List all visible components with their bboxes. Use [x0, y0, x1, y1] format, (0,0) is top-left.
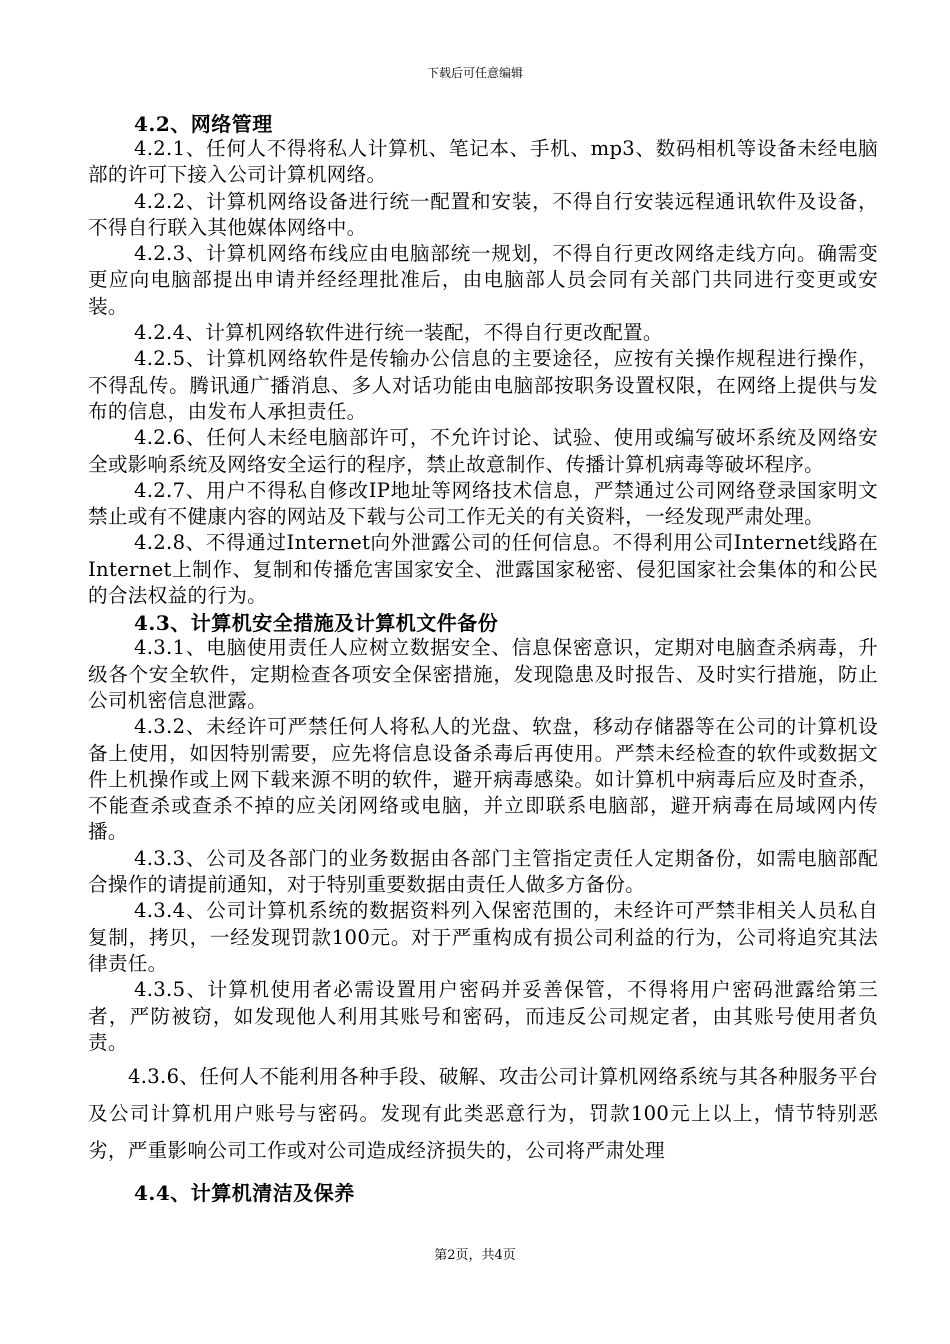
paragraph-4-3-6: 4.3.6、任何人不能利用各种手段、破解、攻击公司计算机网络系统与其各种服务平台及公司计算机用户账号与密码。发现有此类恶意行为，罚款100元上以上，情节特别恶劣，严重影响公司工作或对公司造成经济损失的，公司将严肃处理: [88, 1065, 878, 1163]
paragraph-4-3-3: 4.3.3、公司及各部门的业务数据由各部门主管指定责任人定期备份，如需电脑部配合操作的请提前通知，对于特别重要数据由责任人做多方备份。: [88, 846, 878, 897]
section-heading-4-2: 4.2、网络管理: [134, 112, 273, 136]
paragraph-4-3-5: 4.3.5、计算机使用者必需设置用户密码并妥善保管，不得将用户密码泄露给第三者，严防被窃，如发现他人利用其账号和密码，而违反公司规定者，由其账号使用者负责。: [88, 978, 878, 1054]
paragraph-4-3-1: 4.3.1、电脑使用责任人应树立数据安全、信息保密意识，定期对电脑查杀病毒，升级各个安全软件，定期检查各项安全保密措施，发现隐患及时报告、及时实行措施，防止公司机密信息泄露。: [88, 636, 878, 712]
paragraph-4-2-5: 4.2.5、计算机网络软件是传输办公信息的主要途径，应按有关操作规程进行操作，不得乱传。腾讯通广播消息、多人对话功能由电脑部按职务设置权限，在网络上提供与发布的信息，由发布人承担责任。: [88, 347, 878, 423]
section-heading-4-3: 4.3、计算机安全措施及计算机文件备份: [134, 611, 499, 636]
paragraph-4-2-1: 4.2.1、任何人不得将私人计算机、笔记本、手机、mp3、数码相机等设备未经电脑部的许可下接入公司计算机网络。: [88, 137, 878, 187]
page-header: 下载后可任意编辑: [426, 66, 523, 80]
paragraph-4-2-3: 4.2.3、计算机网络布线应由电脑部统一规划，不得自行更改网络走线方向。确需变更应向电脑部提出申请并经经理批准后，由电脑部人员会同有关部门共同进行变更或安装。: [88, 242, 878, 318]
paragraph-4-2-8: 4.2.8、不得通过Internet向外泄露公司的任何信息。不得利用公司Internet线路在Internet上制作、复制和传播危害国家安全、泄露国家秘密、侵犯国家社会集体的和公民的合法权益的行为。: [88, 531, 878, 608]
paragraph-4-3-4: 4.3.4、公司计算机系统的数据资料列入保密范围的，未经许可严禁非相关人员私自复制，拷贝，一经发现罚款100元。对于严重构成有损公司利益的行为，公司将追究其法律责任。: [88, 899, 878, 975]
section-heading-4-4: 4.4、计算机清洁及保养: [134, 1181, 355, 1206]
paragraph-4-2-4: 4.2.4、计算机网络软件进行统一装配，不得自行更改配置。: [134, 321, 663, 345]
paragraph-4-2-7: 4.2.7、用户不得私自修改IP地址等网络技术信息，严禁通过公司网络登录国家明文禁止或有不健康内容的网站及下载与公司工作无关的有关资料，一经发现严肃处理。: [88, 478, 878, 529]
paragraph-4-2-2: 4.2.2、计算机网络设备进行统一配置和安装，不得自行安装远程通讯软件及设备，不得自行联入其他媒体网络中。: [88, 189, 878, 239]
document-body: [88, 112, 878, 1205]
page-footer: 第2页，共4页: [434, 1248, 516, 1263]
paragraph-4-3-2: 4.3.2、未经许可严禁任何人将私人的光盘、软盘，移动存储器等在公司的计算机设备上使用，如因特别需要，应先将信息设备杀毒后再使用。严禁未经检查的软件或数据文件上机操作或上网下载来源不明的软件，避开病毒感染。如计算机中病毒后应及时查杀，不能查杀或查杀不掉的应关闭网络或电脑，并立即联系电脑部，避开病毒在局域网内传播。: [88, 715, 878, 844]
paragraph-4-2-6: 4.2.6、任何人未经电脑部许可，不允许讨论、试验、使用或编写破坏系统及网络安全或影响系统及网络安全运行的程序，禁止故意制作、传播计算机病毒等破坏程序。: [88, 426, 878, 476]
